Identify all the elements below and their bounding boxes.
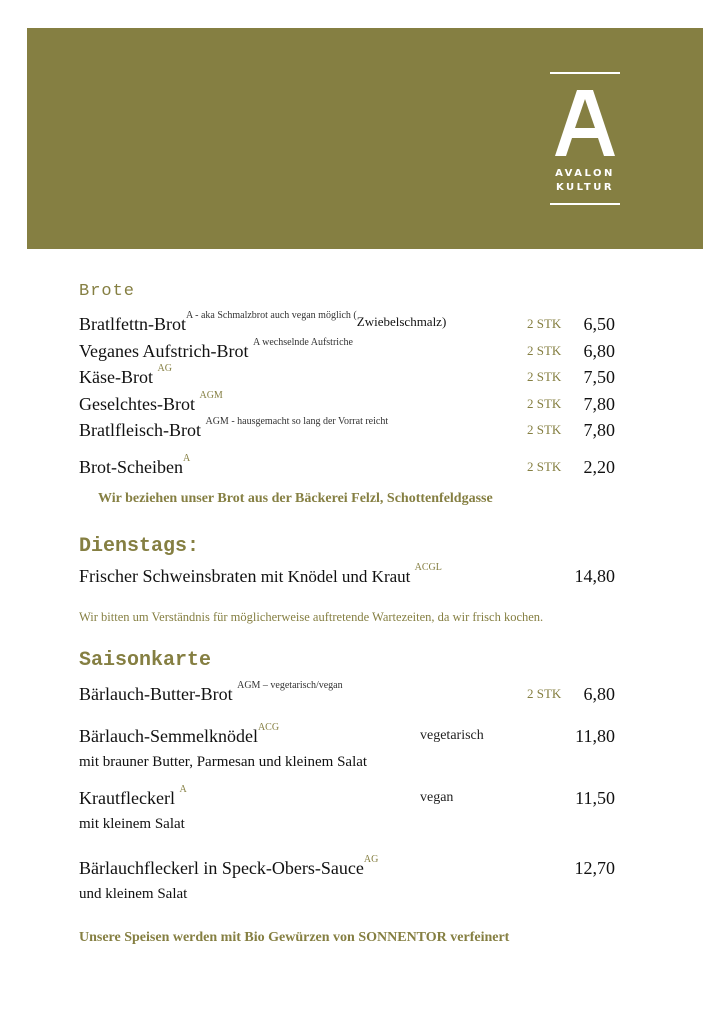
item-name-line	[79, 562, 442, 587]
logo-text-line-2: KULTUR	[555, 182, 615, 193]
item-name-line	[79, 390, 223, 415]
logo-top-line	[550, 72, 620, 74]
diet-tag: vegetarisch	[420, 728, 484, 743]
menu-item	[79, 416, 619, 446]
item-price: 11,80	[575, 726, 615, 746]
saison-footer-note: Unsere Speisen werden mit Bio Gewürzen von SONNENTOR verfeinert	[79, 930, 510, 945]
section-title-saisonkarte: Saisonkarte	[79, 649, 212, 672]
item-qty: 2 STK	[527, 316, 562, 331]
item-qty: 2 STK	[527, 422, 562, 437]
header-banner	[27, 28, 703, 249]
item-price: 11,50	[575, 788, 615, 808]
menu-item	[79, 453, 619, 483]
logo-a-icon	[555, 90, 615, 156]
item-price: 6,80	[583, 341, 615, 361]
diet-tag: vegan	[420, 790, 454, 805]
brote-footer-note: Wir beziehen unser Brot aus der Bäckerei Felzl, Schottenfeldgasse	[98, 491, 493, 506]
item-allergens: AGM – vegetarisch/vegan	[237, 680, 343, 691]
item-name: Krautfleckerl	[79, 788, 180, 808]
item-allergens: AGM	[199, 390, 223, 401]
item-name-line	[79, 854, 379, 879]
item-name-line	[79, 363, 172, 388]
section-title-brote: Brote	[79, 282, 136, 301]
item-allergens: ACGL	[414, 562, 442, 573]
item-note: - hausgemacht so lang der Vorrat reicht	[228, 416, 389, 427]
item-subtitle: und kleinem Salat	[79, 886, 188, 902]
section-title-dienstags: Dienstags:	[79, 535, 200, 558]
item-allergens: A	[185, 310, 193, 321]
item-allergens: A	[179, 784, 187, 795]
item-note: - aka Schmalzbrot auch vegan möglich (	[192, 310, 357, 321]
item-note-extra: Zwiebelschmalz)	[356, 314, 447, 329]
item-price: 12,70	[574, 858, 615, 878]
item-name-line	[79, 416, 389, 441]
item-qty: 2 STK	[527, 459, 562, 474]
item-name: Käse-Brot	[79, 367, 158, 387]
item-note: wechselnde Aufstriche	[259, 337, 353, 348]
avalon-kultur-logo	[550, 72, 620, 222]
item-qty: 2 STK	[527, 396, 562, 411]
item-price: 14,80	[574, 566, 615, 586]
item-qty: 2 STK	[527, 343, 562, 358]
item-name: Bärlauchfleckerl in Speck-Obers-Sauce	[79, 858, 364, 878]
item-allergens: AG	[363, 854, 379, 865]
menu-item	[79, 363, 619, 393]
logo-bottom-line	[550, 203, 620, 205]
item-allergens: ACG	[257, 722, 280, 733]
item-description: mit Knödel und Kraut	[256, 567, 415, 586]
item-allergens: A	[182, 453, 191, 464]
item-name-line	[79, 310, 447, 335]
item-name: Bärlauch-Butter-Brot	[79, 684, 238, 704]
item-subtitle: mit brauner Butter, Parmesan und kleinem Salat	[79, 754, 368, 770]
item-qty: 2 STK	[527, 369, 562, 384]
item-price: 7,80	[583, 394, 615, 414]
item-name: Bratlfleisch-Brot	[79, 420, 206, 440]
item-name: Veganes Aufstrich-Brot	[79, 341, 253, 361]
menu-item	[79, 562, 619, 592]
item-name-line	[79, 337, 353, 362]
item-name: Bärlauch-Semmelknödel	[79, 726, 258, 746]
item-name: Brot-Scheiben	[79, 457, 183, 477]
wait-time-note: Wir bitten um Verständnis für möglicherweise auftretende Wartezeiten, da wir frisch kochen.	[79, 610, 544, 624]
item-name-line	[79, 784, 187, 809]
item-name-line	[79, 680, 343, 705]
item-name-line	[79, 453, 191, 478]
item-price: 6,80	[583, 684, 615, 704]
menu-item	[79, 680, 619, 710]
item-name: Bratlfettn-Brot	[79, 314, 186, 334]
item-price: 7,50	[583, 367, 615, 387]
item-subtitle: mit kleinem Salat	[79, 816, 185, 832]
menu-item	[79, 854, 619, 908]
item-allergens: A	[252, 337, 260, 348]
menu-item	[79, 784, 619, 838]
item-price: 6,50	[583, 314, 615, 334]
item-allergens: AG	[157, 363, 172, 374]
item-name: Geselchtes-Brot	[79, 394, 200, 414]
item-allergens: AGM	[205, 416, 229, 427]
menu-item	[79, 722, 619, 776]
item-price: 7,80	[583, 420, 615, 440]
item-price: 2,20	[583, 457, 615, 477]
logo-text-line-1: AVALON	[555, 168, 615, 179]
item-qty: 2 STK	[527, 686, 562, 701]
item-name-line	[79, 722, 280, 747]
item-name: Frischer Schweinsbraten	[79, 566, 257, 586]
